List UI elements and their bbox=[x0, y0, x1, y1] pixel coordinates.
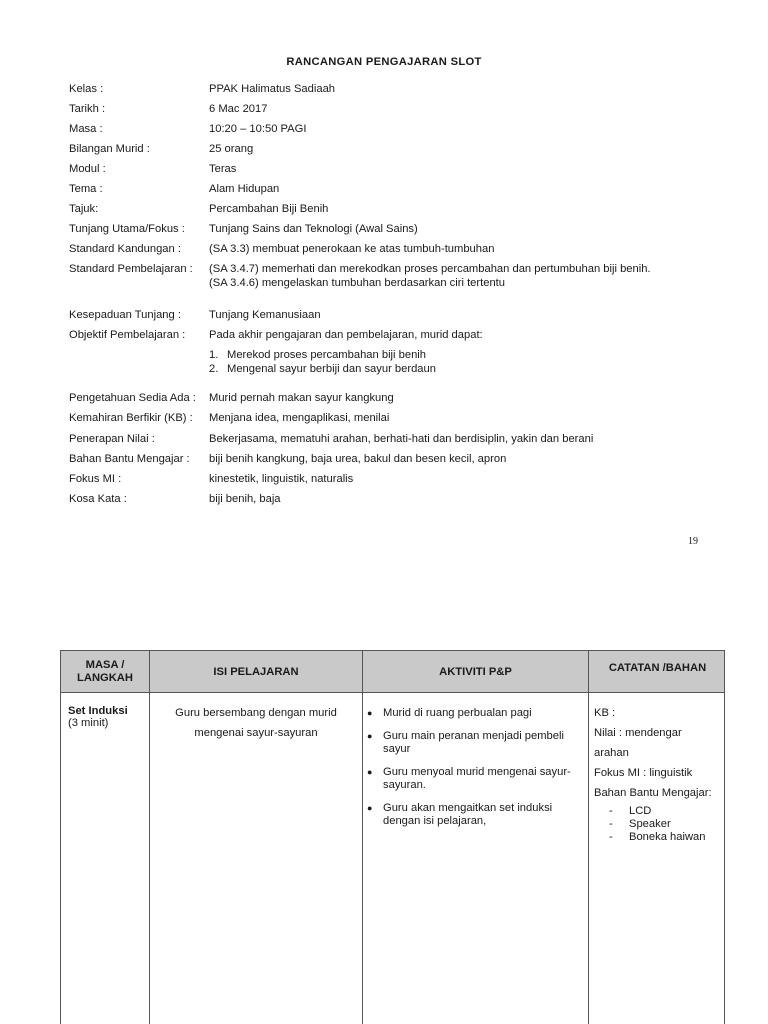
header-aktiviti: AKTIVITI P&P bbox=[439, 665, 512, 678]
info-label: Standard Pembelajaran : bbox=[69, 263, 193, 275]
info-row-standard-kandungan bbox=[69, 242, 719, 256]
info-value: PPAK Halimatus Sadiaah bbox=[209, 83, 336, 95]
list-item: ● Guru akan mengaitkan set induksi dengan isi pelajaran, bbox=[367, 802, 553, 827]
info-value: Alam Hidupan bbox=[209, 183, 280, 195]
info-label: Penerapan Nilai : bbox=[69, 433, 155, 445]
lesson-table bbox=[60, 650, 725, 1024]
info-label: Kesepaduan Tunjang : bbox=[69, 309, 181, 321]
info-label: Tarikh : bbox=[69, 103, 106, 115]
info-label: Bilangan Murid : bbox=[69, 143, 150, 155]
bullet-icon: ● bbox=[367, 708, 373, 718]
info-row-kesepaduan-tunjang bbox=[69, 308, 719, 322]
info-value: kinestetik, linguistik, naturalis bbox=[209, 473, 354, 485]
info-value: biji benih, baja bbox=[209, 493, 281, 505]
info-label: Kosa Kata : bbox=[69, 493, 127, 505]
info-label: Objektif Pembelajaran : bbox=[69, 329, 186, 341]
info-value: 25 orang bbox=[209, 143, 254, 155]
catatan-line: Bahan Bantu Mengajar: bbox=[594, 787, 712, 799]
cell-catatan bbox=[594, 703, 724, 844]
info-label: Standard Kandungan : bbox=[69, 243, 181, 255]
column-divider bbox=[149, 651, 150, 1024]
info-value: biji benih kangkung, baja urea, bakul dan besen kecil, apron bbox=[209, 453, 507, 465]
info-row-fokus-mi bbox=[69, 472, 719, 486]
page-title: RANCANGAN PENGAJARAN SLOT bbox=[286, 56, 482, 68]
info-row-kosa-kata bbox=[69, 492, 719, 506]
info-row-pengetahuan-sedia-ada bbox=[69, 391, 719, 405]
bahan-list bbox=[609, 805, 724, 844]
info-label: Bahan Bantu Mengajar : bbox=[69, 453, 190, 465]
info-value: Menjana idea, mengaplikasi, menilai bbox=[209, 412, 390, 424]
catatan-line: arahan bbox=[594, 747, 629, 759]
info-row-objektif bbox=[69, 328, 719, 342]
info-label: Kelas : bbox=[69, 83, 104, 95]
info-row-standard-pembelajaran bbox=[69, 262, 719, 290]
info-row-penerapan-nilai bbox=[69, 432, 719, 446]
info-value: Percambahan Biji Benih bbox=[209, 203, 329, 215]
bullet-icon: ● bbox=[367, 731, 373, 741]
list-item: - Boneka haiwan bbox=[609, 831, 706, 843]
column-divider bbox=[362, 651, 363, 1024]
page-number: 19 bbox=[688, 536, 698, 547]
info-label: Modul : bbox=[69, 163, 106, 175]
info-row-tunjang-utama bbox=[69, 222, 719, 236]
info-value: Murid pernah makan sayur kangkung bbox=[209, 392, 394, 404]
info-row-tema bbox=[69, 182, 719, 196]
info-value: Teras bbox=[209, 163, 237, 175]
info-label: Tema : bbox=[69, 183, 103, 195]
info-label: Pengetahuan Sedia Ada : bbox=[69, 392, 196, 404]
catatan-line: Nilai : mendengar bbox=[594, 727, 682, 739]
header-isi-pelajaran: ISI PELAJARAN bbox=[213, 665, 299, 678]
info-value: Tunjang Kemanusiaan bbox=[209, 309, 321, 321]
catatan-line: Fokus MI : linguistik bbox=[594, 767, 693, 779]
info-value: Bekerjasama, mematuhi arahan, berhati-hati dan berdisiplin, yakin dan berani bbox=[209, 433, 594, 445]
info-row-modul bbox=[69, 162, 719, 176]
info-value: 6 Mac 2017 bbox=[209, 103, 268, 115]
list-item: - LCD bbox=[609, 805, 652, 817]
info-row-bahan-bantu bbox=[69, 452, 719, 466]
info-row-masa bbox=[69, 122, 719, 136]
info-label: Fokus MI : bbox=[69, 473, 122, 485]
info-label: Tajuk: bbox=[69, 203, 99, 215]
bullet-icon: ● bbox=[367, 803, 373, 813]
info-value: (SA 3.3) membuat penerokaan ke atas tumbuh-tumbuhan bbox=[209, 243, 495, 255]
objective-list bbox=[209, 349, 436, 376]
bullet-icon: ● bbox=[367, 767, 373, 777]
list-item: - Speaker bbox=[609, 818, 671, 830]
cell-isi-pelajaran: Guru bersembang dengan murid mengenai sayur-sayuran bbox=[175, 707, 337, 739]
info-row-bilangan-murid bbox=[69, 142, 719, 156]
info-row-kemahiran-berfikir bbox=[69, 411, 719, 425]
header-catatan-bahan: CATATAN /BAHAN bbox=[608, 662, 707, 674]
info-label: Kemahiran Berfikir (KB) : bbox=[69, 412, 193, 424]
catatan-line: KB : bbox=[594, 707, 616, 719]
cell-aktiviti bbox=[367, 707, 587, 838]
objective-item: 2. Mengenal sayur berbiji dan sayur berdaun bbox=[209, 362, 436, 375]
header-masa-langkah: MASA / LANGKAH bbox=[77, 659, 133, 684]
list-item: ● Murid di ruang perbualan pagi bbox=[367, 707, 532, 719]
cell-masa bbox=[68, 705, 148, 729]
info-value: (SA 3.4.7) memerhati dan merekodkan proses percambahan dan pertumbuhan biji benih. (SA 3.4.6) mengelaskan tumbuhan berdasarkan ciri tertentu bbox=[209, 263, 651, 289]
info-value: Pada akhir pengajaran dan pembelajaran, murid dapat: bbox=[209, 329, 483, 341]
set-induksi-duration: (3 minit) bbox=[68, 717, 109, 729]
info-row-kelas bbox=[69, 82, 719, 96]
list-item: ● Guru menyoal murid mengenai sayur-sayuran. bbox=[367, 766, 571, 791]
info-row-tarikh bbox=[69, 102, 719, 116]
info-label: Masa : bbox=[69, 123, 103, 135]
objective-item: 1. Merekod proses percambahan biji benih bbox=[209, 349, 427, 361]
info-value: Tunjang Sains dan Teknologi (Awal Sains) bbox=[209, 223, 418, 235]
list-item: ● Guru main peranan menjadi pembeli sayur bbox=[367, 730, 564, 755]
info-label: Tunjang Utama/Fokus : bbox=[69, 223, 185, 235]
set-induksi-title: Set Induksi bbox=[68, 705, 128, 717]
column-divider bbox=[588, 651, 589, 1024]
info-row-tajuk bbox=[69, 202, 719, 216]
info-value: 10:20 – 10:50 PAGI bbox=[209, 123, 307, 135]
